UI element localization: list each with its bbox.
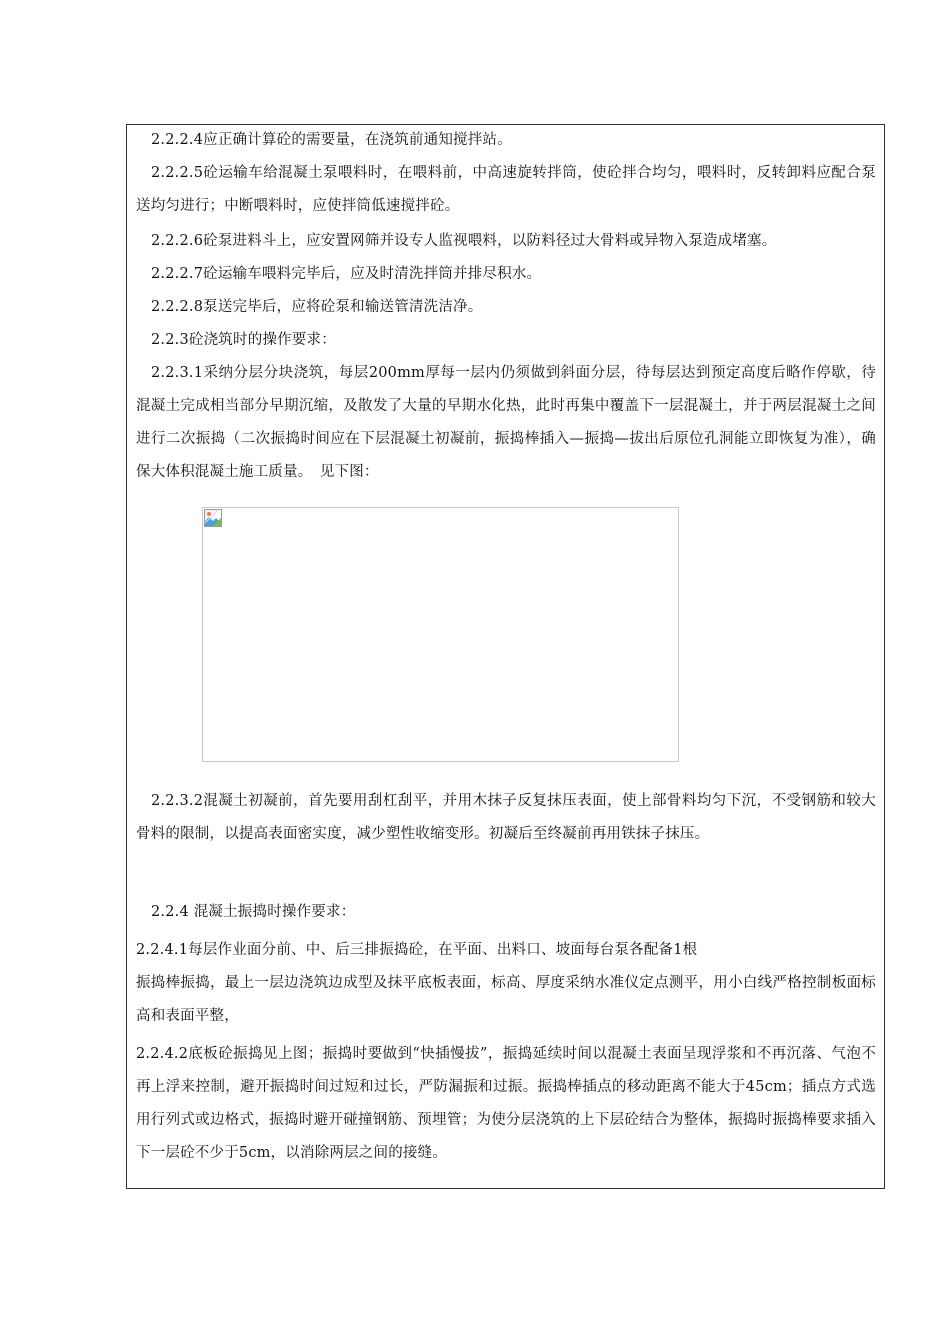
- heading-2-2-4: 2.2.4 混凝土振捣时操作要求：: [151, 904, 356, 920]
- paragraph-2-2-2-6: 2.2.2.6砼泵进料斗上，应安置网筛并设专人监视喂料，以防料径过大骨料或异物入泵造成堵塞。: [151, 233, 777, 249]
- broken-image-icon: [204, 509, 222, 527]
- heading-2-2-3: 2.2.3砼浇筑时的操作要求：: [151, 332, 336, 348]
- paragraph-2-2-2-5: 2.2.2.5砼运输车给混凝土泵喂料时，在喂料前，中高速旋转拌筒，使砼拌合均匀，喂料时，反转卸料应配合泵送均匀进行；中断喂料时，应使拌筒低速搅拌砼。: [136, 165, 876, 214]
- paragraph-2-2-4-2: 2.2.4.2底板砼振捣见上图；振捣时要做到“快插慢拔”，振捣延续时间以混凝土表面呈现浮浆和不再沉落、气泡不再上浮来控制，避开振捣时间过短和过长，严防漏振和过振。振捣棒插点的移动距离不能大于45cm；插点方式选用行列式或边格式，振捣时避开碰撞钢筋、预埋管；为使分层浇筑的上下层砼结合为整体，振捣时振捣棒要求插入下一层砼不少于5cm，以消除两层之间的接缝。: [136, 1046, 876, 1161]
- image-placeholder: [202, 507, 679, 762]
- paragraph-2-2-2-8: 2.2.2.8泵送完毕后，应将砼泵和输送管清洗洁净。: [151, 299, 483, 315]
- paragraph-2-2-4-1-line1: 2.2.4.1每层作业面分前、中、后三排振捣砼，在平面、出料口、坡面每台泵各配备1根: [136, 942, 698, 958]
- paragraph-2-2-2-7: 2.2.2.7砼运输车喂料完毕后，应及时清洗拌筒并排尽积水。: [151, 266, 542, 282]
- paragraph-2-2-3-2: 2.2.3.2混凝土初凝前，首先要用刮杠刮平，并用木抹子反复抹压表面，使上部骨料均匀下沉，不受钢筋和较大骨料的限制，以提高表面密实度，减少塑性收缩变形。初凝后至终凝前再用铁抹子抹压。: [136, 793, 876, 842]
- paragraph-2-2-3-1: 2.2.3.1采纳分层分块浇筑，每层200mm厚每一层内仍须做到斜面分层，待每层达到预定高度后略作停歇，待混凝土完成相当部分早期沉缩，及散发了大量的早期水化热，此时再集中覆盖下一层混凝土，并于两层混凝土之间进行二次振捣（二次振捣时间应在下层混凝土初凝前，振捣棒插入—振捣—拔出后原位孔洞能立即恢复为准），确保大体积混凝土施工质量。 见下图：: [136, 365, 876, 480]
- paragraph-2-2-2-4: 2.2.2.4应正确计算砼的需要量，在浇筑前通知搅拌站。: [151, 132, 512, 148]
- paragraph-2-2-4-1-cont: 振捣棒振捣，最上一层边浇筑边成型及抹平底板表面，标高、厚度采纳水准仪定点测平，用小白线严格控制板面标高和表面平整，: [136, 975, 876, 1024]
